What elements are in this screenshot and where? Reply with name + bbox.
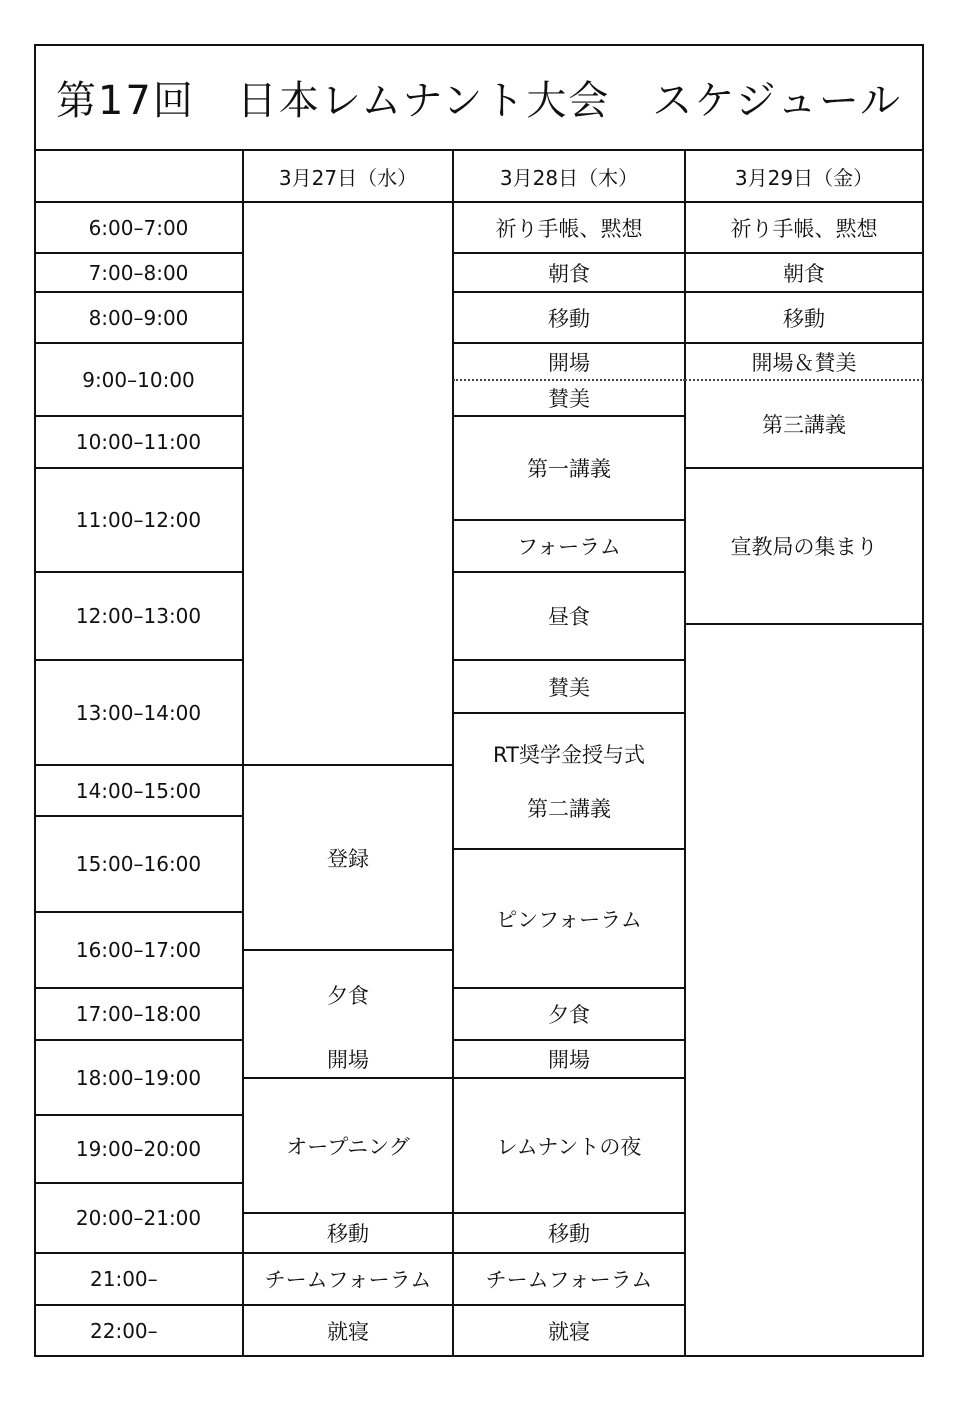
time-slot-label: 17:00–18:00	[75, 1002, 202, 1026]
time-slot-label: 11:00–12:00	[75, 508, 202, 532]
day1-opening: オープニング	[286, 1134, 410, 1159]
day2-prayer-journal: 祈り手帳、黙想	[495, 216, 643, 241]
day3-prayer-journal: 祈り手帳、黙想	[730, 216, 878, 241]
day2-dinner: 夕食	[548, 1003, 590, 1027]
day1-doors-open: 開場	[327, 1048, 369, 1072]
day2-doors-open: 開場	[548, 350, 590, 375]
day2-breakfast: 朝食	[548, 261, 590, 286]
time-slot-label: 15:00–16:00	[75, 852, 202, 876]
time-slot-label: 22:00–	[90, 1319, 158, 1343]
day2-team-forum: チームフォーラム	[485, 1268, 653, 1292]
time-slot-label: 8:00–9:00	[88, 305, 189, 330]
time-slot-label: 16:00–17:00	[75, 938, 202, 962]
day1-team-forum: チームフォーラム	[264, 1268, 432, 1292]
time-slot-label: 18:00–19:00	[75, 1065, 202, 1090]
day2-sleep: 就寝	[548, 1320, 590, 1344]
day3-mission-meeting: 宣教局の集まり	[730, 535, 878, 559]
day3-breakfast: 朝食	[783, 261, 825, 286]
day2-forum: フォーラム	[517, 535, 621, 559]
time-slot-label: 21:00–	[90, 1267, 158, 1291]
day3-doors-open-praise: 開場＆賛美	[751, 350, 857, 375]
day2-remnant-night: レムナントの夜	[496, 1134, 642, 1159]
page-title: 第17回 日本レムナント大会 スケジュール	[55, 77, 903, 124]
time-slot-label: 6:00–7:00	[88, 215, 189, 240]
day2-praise-afternoon: 賛美	[548, 675, 590, 700]
time-slot-label: 10:00–11:00	[75, 430, 202, 454]
time-slot-label: 12:00–13:00	[75, 604, 202, 628]
day2-praise: 賛美	[548, 387, 590, 411]
day2-pin-forum: ピンフォーラム	[496, 907, 642, 932]
time-slot-label: 19:00–20:00	[75, 1137, 202, 1161]
day1-dinner: 夕食	[327, 984, 369, 1008]
day2-lecture-2: 第二講義	[527, 797, 611, 821]
day1-sleep: 就寝	[327, 1320, 369, 1344]
time-slot-label: 13:00–14:00	[75, 700, 202, 725]
day2-lunch: 昼食	[548, 605, 590, 629]
day2-lecture-1: 第一講義	[527, 457, 611, 481]
day2-scholarship-ceremony: RT奨学金授与式	[493, 743, 645, 767]
header-day-3: 3月29日（金）	[734, 165, 874, 190]
header-day-2: 3月28日（木）	[499, 165, 639, 190]
day3-move: 移動	[783, 306, 825, 331]
time-slot-label: 20:00–21:00	[75, 1206, 202, 1230]
time-slot-label: 14:00–15:00	[75, 778, 202, 803]
day2-move: 移動	[548, 306, 590, 331]
time-slot-label: 7:00–8:00	[88, 260, 189, 285]
day2-doors-open-evening: 開場	[548, 1048, 590, 1072]
header-day-1: 3月27日（水）	[278, 165, 418, 190]
time-slot-label: 9:00–10:00	[82, 367, 195, 392]
day2-move-night: 移動	[548, 1222, 590, 1246]
day3-lecture-3: 第三講義	[762, 413, 846, 437]
day1-registration: 登録	[327, 846, 369, 871]
day1-move: 移動	[327, 1222, 369, 1246]
